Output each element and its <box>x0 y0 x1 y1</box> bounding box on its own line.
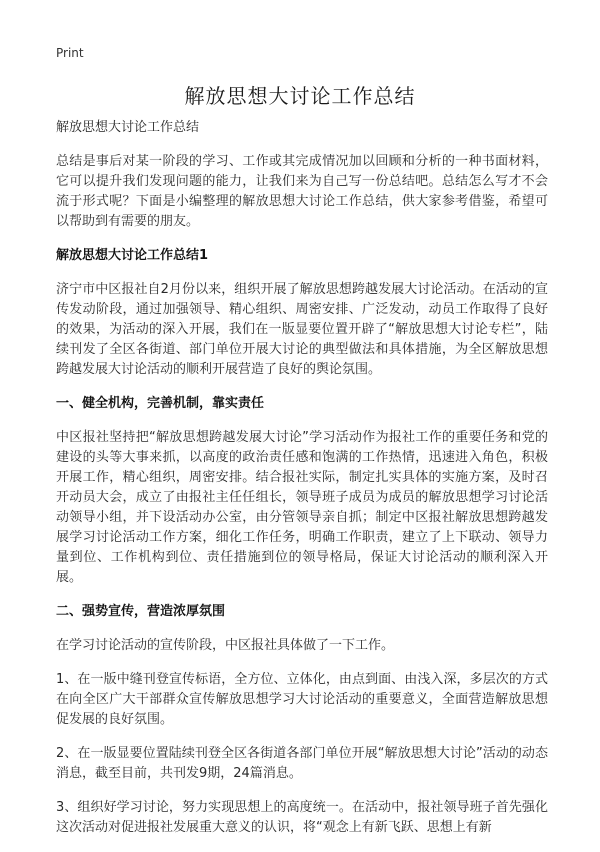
heading-a: 一、健全机构，完善机制，靠实责任 <box>56 396 265 411</box>
paragraph-b4: 3、组织好学习讨论，努力实现思想上的高度统一。在活动中，报社领导班子首先强化这次活动对促进报社发展重大意义的认识，将“观念上有新飞跃、思想上有新 <box>56 800 548 835</box>
intro-paragraph: 总结是事后对某一阶段的学习、工作或其完成情况加以回顾和分析的一种书面材料，它可以提升我们发现问题的能力，让我们来为自己写一份总结吧。总结怎么写才不会流于形式呢？下面是小编整理的解放思想大讨论工作总结，供大家参考借鉴，希望可以帮助到有需要的朋友。 <box>56 154 548 229</box>
print-label[interactable]: Print <box>56 46 84 60</box>
heading-b: 二、强势宣传，营造浓厚氛围 <box>56 604 226 619</box>
paragraph-b3: 2、在一版显要位置陆续刊登全区各街道各部门单位开展“解放思想大讨论”活动的动态消息，截至目前，共刊发9期，24篇消息。 <box>56 746 548 781</box>
paragraph-a: 中区报社坚持把“解放思想跨越发展大讨论”学习活动作为报社工作的重要任务和党的建设的头等大事来抓，以高度的政治责任感和饱满的工作热情，迅速进入角色，积极开展工作，精心组织，周密安排。结合报社实际，制定扎实具体的实施方案，及时召开动员大会，成立了由报社主任任组长，领导班子成员为成员的解放思想学习讨论活动领导小组，并下设活动办公室，由分管领导亲自抓；制定中区报社解放思想跨越发展学习讨论活动工作方案，细化工作任务，明确工作职责，建立了上下联动、领导力量到位、工作机构到位、责任措施到位的领导格局，保证大讨论活动的顺利深入开展。 <box>56 430 548 585</box>
document-subtitle: 解放思想大讨论工作总结 <box>56 120 200 135</box>
section1-heading: 解放思想大讨论工作总结1 <box>56 248 209 263</box>
paragraph-b1: 在学习讨论活动的宣传阶段，中区报社具体做了一下工作。 <box>56 638 395 653</box>
document-title: 解放思想大讨论工作总结 <box>184 84 416 108</box>
section1-paragraph: 济宁市中区报社自2月份以来，组织开展了解放思想跨越发展大讨论活动。在活动的宣传发动阶段，通过加强领导、精心组织、周密安排、广泛发动，动员工作取得了良好的效果，为活动的深入开展，我们在一版显要位置开辟了“解放思想大讨论专栏”，陆续刊发了全区各街道、部门单位开展大讨论的典型做法和具体措施，为全区解放思想跨越发展大讨论活动的顺利开展营造了良好的舆论氛围。 <box>56 282 548 377</box>
document-body <box>56 118 548 852</box>
paragraph-b2: 1、在一版中缝刊登宣传标语，全方位、立体化，由点到面、由浅入深，多层次的方式在向全区广大干部群众宣传解放思想学习大讨论活动的重要意义，全面营造解放思想促发展的良好氛围。 <box>56 672 548 727</box>
